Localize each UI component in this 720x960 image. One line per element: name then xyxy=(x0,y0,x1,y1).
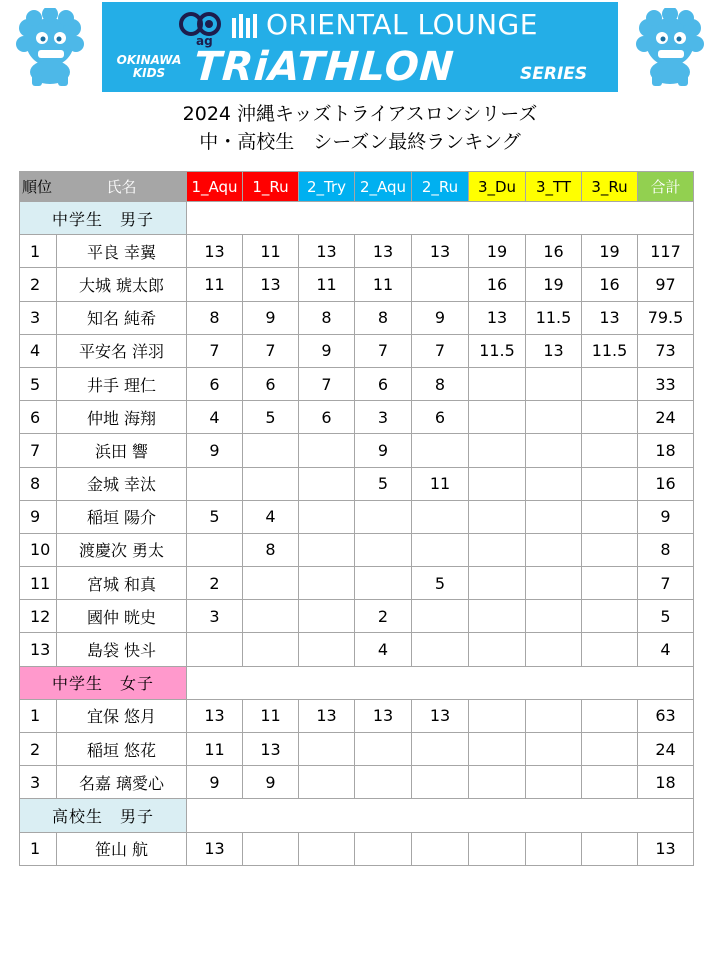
name-cell: 仲地 海翔 xyxy=(57,401,187,434)
score-cell xyxy=(526,567,582,600)
table-row xyxy=(20,600,694,633)
header-rank: 順位 xyxy=(20,172,57,202)
name-cell: 金城 幸汰 xyxy=(57,467,187,500)
table-row xyxy=(20,367,694,400)
score-cell: 11 xyxy=(187,733,243,766)
score-cell xyxy=(526,533,582,566)
table-row xyxy=(20,467,694,500)
score-cell: 13 xyxy=(187,832,243,865)
score-cell xyxy=(469,567,526,600)
table-row xyxy=(20,235,694,268)
score-cell: 19 xyxy=(469,235,526,268)
table-header-row xyxy=(20,172,694,202)
rank-cell: 10 xyxy=(20,533,57,566)
score-cell: 16 xyxy=(526,235,582,268)
total-cell: 18 xyxy=(638,766,694,799)
score-cell xyxy=(582,500,638,533)
table-row xyxy=(20,500,694,533)
total-cell: 5 xyxy=(638,600,694,633)
score-cell: 13 xyxy=(243,733,299,766)
name-cell: 知名 純希 xyxy=(57,301,187,334)
total-cell: 24 xyxy=(638,733,694,766)
score-cell xyxy=(243,633,299,666)
series-banner xyxy=(102,2,618,92)
name-cell: 國仲 晄史 xyxy=(57,600,187,633)
rank-cell: 1 xyxy=(20,235,57,268)
score-cell: 16 xyxy=(469,268,526,301)
total-cell: 24 xyxy=(638,401,694,434)
score-cell xyxy=(526,367,582,400)
score-cell: 13 xyxy=(299,699,355,732)
score-cell xyxy=(469,467,526,500)
name-cell: 井手 理仁 xyxy=(57,367,187,400)
header-event: 3_Du xyxy=(469,172,526,202)
score-cell xyxy=(526,401,582,434)
score-cell: 11 xyxy=(243,235,299,268)
score-cell xyxy=(355,766,412,799)
rank-cell: 7 xyxy=(20,434,57,467)
brand-name: ORIENTAL LOUNGE xyxy=(266,8,538,41)
header-event: 1_Ru xyxy=(243,172,299,202)
score-cell xyxy=(412,633,469,666)
score-cell xyxy=(469,401,526,434)
total-cell: 4 xyxy=(638,633,694,666)
rank-cell: 9 xyxy=(20,500,57,533)
score-cell: 13 xyxy=(299,235,355,268)
section-spacer xyxy=(187,799,694,832)
score-cell xyxy=(469,699,526,732)
total-cell: 9 xyxy=(638,500,694,533)
score-cell: 11 xyxy=(412,467,469,500)
rank-cell: 1 xyxy=(20,832,57,865)
score-cell xyxy=(299,832,355,865)
score-cell: 6 xyxy=(243,367,299,400)
total-cell: 117 xyxy=(638,235,694,268)
header-event: 1_Aqu xyxy=(187,172,243,202)
score-cell xyxy=(412,733,469,766)
triathlon-logo-text: TRiATHLON xyxy=(192,44,456,90)
score-cell xyxy=(299,567,355,600)
score-cell xyxy=(299,533,355,566)
table-row xyxy=(20,268,694,301)
score-cell: 13 xyxy=(355,235,412,268)
rank-cell: 3 xyxy=(20,301,57,334)
score-cell xyxy=(526,832,582,865)
total-cell: 63 xyxy=(638,699,694,732)
score-cell: 7 xyxy=(187,334,243,367)
header-name: 氏名 xyxy=(57,172,187,202)
score-cell xyxy=(243,467,299,500)
okinawa-shisa-mascot-icon xyxy=(632,8,706,88)
score-cell: 13 xyxy=(243,268,299,301)
table-row xyxy=(20,633,694,666)
score-cell xyxy=(299,500,355,533)
name-cell: 稲垣 陽介 xyxy=(57,500,187,533)
score-cell xyxy=(526,600,582,633)
score-cell: 6 xyxy=(355,367,412,400)
name-cell: 浜田 響 xyxy=(57,434,187,467)
section-header-row xyxy=(20,202,694,235)
score-cell xyxy=(582,766,638,799)
score-cell: 13 xyxy=(412,699,469,732)
rank-cell: 6 xyxy=(20,401,57,434)
rank-cell: 4 xyxy=(20,334,57,367)
page-subtitle: 中・高校生 シーズン最終ランキング xyxy=(199,131,521,153)
score-cell: 5 xyxy=(412,567,469,600)
score-cell xyxy=(299,766,355,799)
score-cell xyxy=(526,733,582,766)
header-event: 3_TT xyxy=(526,172,582,202)
score-cell: 3 xyxy=(355,401,412,434)
name-cell: 大城 琥太郎 xyxy=(57,268,187,301)
score-cell xyxy=(355,733,412,766)
total-cell: 73 xyxy=(638,334,694,367)
score-cell: 6 xyxy=(412,401,469,434)
rank-cell: 8 xyxy=(20,467,57,500)
rank-cell: 5 xyxy=(20,367,57,400)
score-cell xyxy=(582,733,638,766)
score-cell xyxy=(469,600,526,633)
score-cell: 8 xyxy=(412,367,469,400)
score-cell: 2 xyxy=(187,567,243,600)
table-row xyxy=(20,401,694,434)
score-cell: 9 xyxy=(243,301,299,334)
table-row xyxy=(20,334,694,367)
score-cell: 9 xyxy=(412,301,469,334)
score-cell xyxy=(582,567,638,600)
score-cell: 6 xyxy=(187,367,243,400)
header-event: 2_Aqu xyxy=(355,172,412,202)
total-cell: 18 xyxy=(638,434,694,467)
score-cell: 9 xyxy=(187,434,243,467)
section-header-row xyxy=(20,799,694,832)
score-cell xyxy=(582,467,638,500)
rank-cell: 3 xyxy=(20,766,57,799)
score-cell xyxy=(582,367,638,400)
header-event: 2_Ru xyxy=(412,172,469,202)
total-cell: 16 xyxy=(638,467,694,500)
score-cell: 4 xyxy=(187,401,243,434)
score-cell xyxy=(469,434,526,467)
score-cell: 5 xyxy=(243,401,299,434)
name-cell: 笹山 航 xyxy=(57,832,187,865)
score-cell xyxy=(187,533,243,566)
score-cell xyxy=(469,766,526,799)
table-row xyxy=(20,533,694,566)
table-row xyxy=(20,832,694,865)
name-cell: 平良 幸翼 xyxy=(57,235,187,268)
score-cell xyxy=(526,766,582,799)
table-row xyxy=(20,766,694,799)
rank-cell: 1 xyxy=(20,699,57,732)
score-cell: 13 xyxy=(526,334,582,367)
rank-cell: 11 xyxy=(20,567,57,600)
score-cell xyxy=(299,467,355,500)
score-cell: 9 xyxy=(243,766,299,799)
score-cell: 11 xyxy=(243,699,299,732)
score-cell xyxy=(412,600,469,633)
score-cell xyxy=(469,733,526,766)
score-cell: 7 xyxy=(355,334,412,367)
score-cell xyxy=(243,600,299,633)
score-cell xyxy=(243,434,299,467)
section-spacer xyxy=(187,202,694,235)
total-cell: 13 xyxy=(638,832,694,865)
score-cell xyxy=(412,500,469,533)
score-cell xyxy=(526,500,582,533)
section-spacer xyxy=(187,666,694,699)
score-cell: 11 xyxy=(299,268,355,301)
series-text: SERIES xyxy=(520,64,588,84)
score-cell: 2 xyxy=(355,600,412,633)
page-title: 2024 沖縄キッズトライアスロンシリーズ xyxy=(182,103,538,125)
score-cell: 11.5 xyxy=(526,301,582,334)
name-cell: 島袋 快斗 xyxy=(57,633,187,666)
header-event: 2_Try xyxy=(299,172,355,202)
table-row xyxy=(20,434,694,467)
rank-cell: 2 xyxy=(20,733,57,766)
score-cell xyxy=(526,434,582,467)
score-cell xyxy=(299,600,355,633)
okinawa-shisa-mascot-icon xyxy=(14,8,88,88)
section-label: 中学生 男子 xyxy=(20,202,187,235)
score-cell xyxy=(526,467,582,500)
score-cell: 7 xyxy=(299,367,355,400)
score-cell xyxy=(355,832,412,865)
score-cell xyxy=(582,832,638,865)
score-cell: 13 xyxy=(582,301,638,334)
score-cell: 9 xyxy=(299,334,355,367)
score-cell: 16 xyxy=(582,268,638,301)
score-cell xyxy=(299,633,355,666)
score-cell xyxy=(412,832,469,865)
header-event: 3_Ru xyxy=(582,172,638,202)
total-cell: 33 xyxy=(638,367,694,400)
score-cell: 8 xyxy=(187,301,243,334)
section-label: 高校生 男子 xyxy=(20,799,187,832)
score-cell: 7 xyxy=(412,334,469,367)
score-cell xyxy=(469,367,526,400)
score-cell: 3 xyxy=(187,600,243,633)
score-cell: 6 xyxy=(299,401,355,434)
rank-cell: 2 xyxy=(20,268,57,301)
score-cell: 13 xyxy=(412,235,469,268)
ranking-table xyxy=(19,171,694,866)
score-cell: 8 xyxy=(299,301,355,334)
table-row xyxy=(20,699,694,732)
score-cell: 4 xyxy=(243,500,299,533)
score-cell xyxy=(469,633,526,666)
score-cell: 11 xyxy=(187,268,243,301)
score-cell: 19 xyxy=(582,235,638,268)
table-row xyxy=(20,301,694,334)
score-cell: 11 xyxy=(355,268,412,301)
table-row xyxy=(20,567,694,600)
score-cell xyxy=(355,567,412,600)
oriental-lounge-bars-icon xyxy=(230,12,260,40)
score-cell xyxy=(582,401,638,434)
score-cell: 5 xyxy=(355,467,412,500)
score-cell xyxy=(299,434,355,467)
score-cell xyxy=(582,600,638,633)
score-cell xyxy=(582,533,638,566)
score-cell xyxy=(582,699,638,732)
total-cell: 8 xyxy=(638,533,694,566)
header-total: 合計 xyxy=(638,172,694,202)
score-cell xyxy=(355,533,412,566)
score-cell xyxy=(469,832,526,865)
name-cell: 宮城 和真 xyxy=(57,567,187,600)
table-row xyxy=(20,733,694,766)
score-cell xyxy=(243,567,299,600)
score-cell: 13 xyxy=(187,699,243,732)
total-cell: 7 xyxy=(638,567,694,600)
score-cell xyxy=(412,766,469,799)
score-cell xyxy=(469,533,526,566)
score-cell xyxy=(299,733,355,766)
score-cell: 7 xyxy=(243,334,299,367)
score-cell xyxy=(469,500,526,533)
score-cell xyxy=(187,633,243,666)
name-cell: 稲垣 悠花 xyxy=(57,733,187,766)
rank-cell: 12 xyxy=(20,600,57,633)
section-label: 中学生 女子 xyxy=(20,666,187,699)
score-cell xyxy=(412,434,469,467)
score-cell xyxy=(412,268,469,301)
total-cell: 79.5 xyxy=(638,301,694,334)
rank-cell: 13 xyxy=(20,633,57,666)
score-cell: 13 xyxy=(355,699,412,732)
score-cell: 13 xyxy=(469,301,526,334)
section-header-row xyxy=(20,666,694,699)
score-cell: 11.5 xyxy=(582,334,638,367)
score-cell xyxy=(243,832,299,865)
score-cell: 11.5 xyxy=(469,334,526,367)
score-cell: 19 xyxy=(526,268,582,301)
total-cell: 97 xyxy=(638,268,694,301)
score-cell: 8 xyxy=(355,301,412,334)
score-cell: 8 xyxy=(243,533,299,566)
score-cell xyxy=(526,633,582,666)
ag-text: ag xyxy=(196,34,213,48)
name-cell: 平安名 洋羽 xyxy=(57,334,187,367)
score-cell: 9 xyxy=(187,766,243,799)
score-cell xyxy=(355,500,412,533)
name-cell: 渡慶次 勇太 xyxy=(57,533,187,566)
name-cell: 名嘉 璃愛心 xyxy=(57,766,187,799)
name-cell: 宜保 悠月 xyxy=(57,699,187,732)
score-cell: 5 xyxy=(187,500,243,533)
score-cell xyxy=(412,533,469,566)
score-cell: 4 xyxy=(355,633,412,666)
score-cell xyxy=(187,467,243,500)
okinawa-kids-text: OKINAWA KIDS xyxy=(116,53,182,80)
score-cell: 9 xyxy=(355,434,412,467)
score-cell xyxy=(582,633,638,666)
score-cell: 13 xyxy=(187,235,243,268)
score-cell xyxy=(526,699,582,732)
score-cell xyxy=(582,434,638,467)
